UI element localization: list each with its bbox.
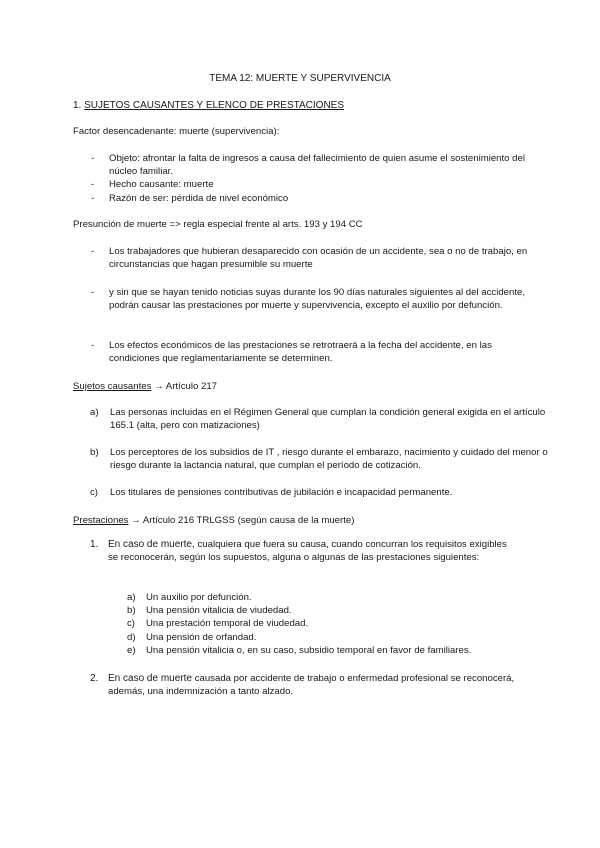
item-text: Una pensión vitalicia o, en su caso, subsidio temporal en favor de familiares. — [146, 644, 472, 656]
prestaciones-list — [90, 672, 518, 698]
factor-list — [73, 152, 529, 205]
sujetos-heading — [73, 380, 533, 393]
list-item: - y sin que se hayan tenido noticias suyas durante los 90 días naturales siguientes al del accidente, podrán causar las prestaciones por muerte y supervivencia, excepto el auxilio por defunción. — [73, 286, 529, 312]
item-marker: 1. — [90, 539, 99, 550]
sujetos-list — [90, 406, 550, 432]
item-text: causada por accidente de trabajo o enfermedad profesional se reconocerá, además, una indemnización a tanto alzado. — [108, 673, 515, 698]
list-item — [127, 604, 471, 617]
item-marker: c) — [90, 487, 98, 498]
sujetos-article: → Artículo 217 — [151, 381, 217, 392]
item-marker: a) — [90, 407, 99, 418]
item-text: Un auxilio por defunción. — [146, 592, 252, 603]
section-number: 1. — [73, 100, 85, 111]
item-text: Una pensión de orfandad. — [146, 631, 257, 643]
list-item: - Hecho causante: muerte — [73, 178, 529, 191]
list-item — [90, 446, 550, 472]
list-item — [90, 672, 518, 698]
prestaciones-sublist — [127, 591, 471, 657]
list-item: - Los efectos económicos de las prestaciones se retrotraerá a la fecha del accidente, en las condiciones que reglamentariamente se determinen. — [73, 339, 529, 365]
factor-line: Factor desencadenante: muerte (supervivencia): — [73, 126, 280, 137]
sujetos-label: Sujetos causantes — [73, 381, 152, 392]
list-item — [127, 631, 471, 644]
list-item — [90, 406, 550, 432]
presuncion-line: Presunción de muerte => regla especial frente al arts. 193 y 194 CC — [73, 219, 363, 230]
prestaciones-label: Prestaciones — [73, 515, 129, 526]
item-text: Una prestación temporal de viudedad. — [146, 618, 309, 630]
item-lead: En caso de muerte, — [108, 539, 198, 550]
sujetos-list — [90, 486, 550, 499]
list-item — [127, 617, 471, 630]
item-text: Las personas incluidas en el Régimen General que cumplan la condición general exigida en el artículo 165.1 (alta, pero con matizaciones) — [110, 407, 546, 432]
item-text: Los titulares de pensiones contributivas de jubilación e incapacidad permanente. — [110, 487, 453, 498]
list-item — [127, 644, 471, 657]
list-item — [90, 486, 550, 499]
list-item: - Objeto: afrontar la falta de ingresos a causa del fallecimiento de quien asume el sostenimiento del núcleo familiar. — [73, 152, 529, 178]
item-marker: a) — [127, 592, 136, 603]
presuncion-list — [73, 286, 529, 312]
list-item: - Razón de ser: pérdida de nivel económico — [73, 192, 529, 205]
prestaciones-list — [90, 538, 518, 564]
item-marker: d) — [127, 631, 136, 643]
section-heading — [73, 99, 344, 112]
prestaciones-article: → Artículo 216 TRLGSS (según causa de la muerte) — [128, 515, 355, 526]
prestaciones-heading — [73, 514, 533, 527]
item-marker: e) — [127, 644, 136, 656]
item-marker: 2. — [90, 673, 99, 684]
list-item: - Los trabajadores que hubieran desaparecido con ocasión de un accidente, sea o no de trabajo, en circunstancias que hagan presumible su muerte — [73, 245, 529, 271]
presuncion-list — [73, 339, 529, 365]
item-marker: b) — [90, 447, 99, 458]
item-text: Los perceptores de los subsidios de IT , riesgo durante el embarazo, nacimiento y cuidado del menor o riesgo durante la lactancia natural, que cumplan el período de cotización. — [110, 447, 548, 472]
item-marker: c) — [127, 618, 135, 630]
item-marker: b) — [127, 605, 136, 617]
item-text: Una pensión vitalicia de viudedad. — [146, 605, 292, 617]
section-heading-text: SUJETOS CAUSANTES Y ELENCO DE PRESTACIONES — [84, 100, 345, 111]
sujetos-list — [90, 446, 550, 472]
page-title: TEMA 12: MUERTE Y SUPERVIVENCIA — [209, 73, 391, 84]
item-text: cualquiera que fuera su causa, cuando concurran los requisitos exigibles se reconocerán, según los supuestos, alguna o algunas de las prestaciones siguientes: — [108, 539, 507, 564]
item-lead: En caso de muerte — [108, 673, 195, 684]
list-item — [90, 538, 518, 564]
list-item — [127, 591, 471, 604]
presuncion-list — [73, 245, 529, 271]
